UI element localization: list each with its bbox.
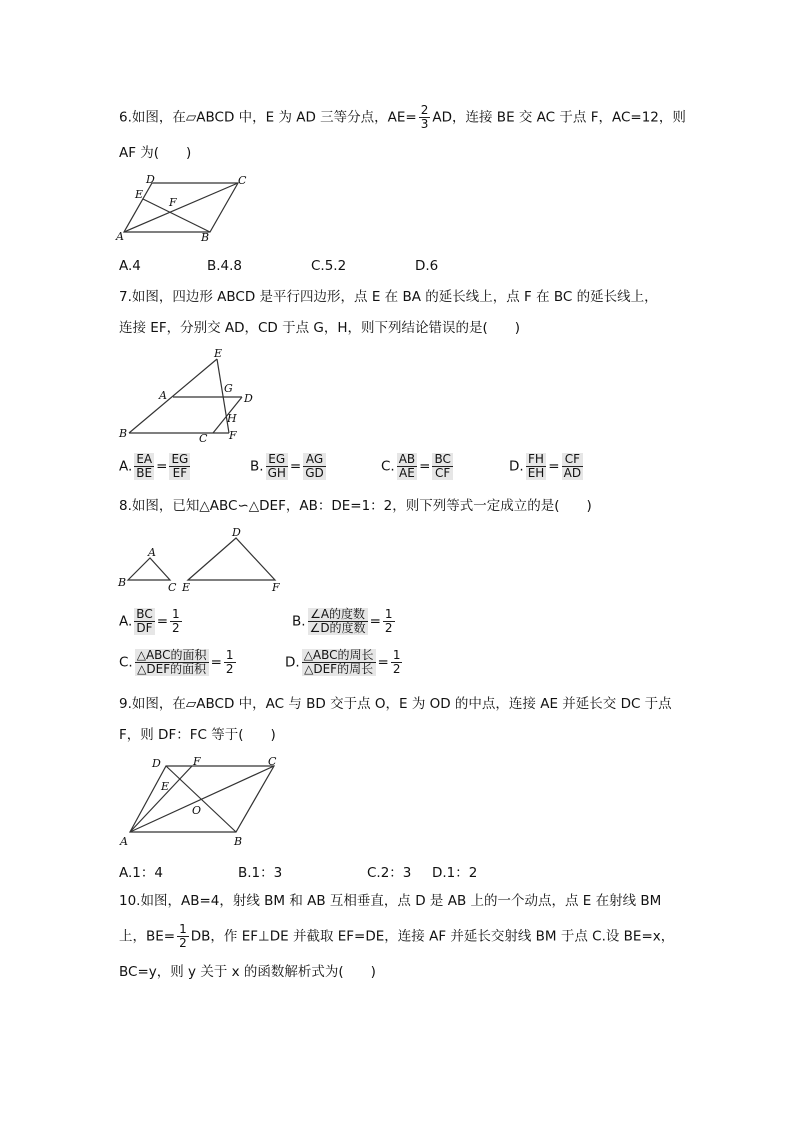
- q6-label-f: F: [169, 196, 177, 209]
- q6-line2: AF 为( ): [119, 145, 192, 161]
- q9-label-a: A: [120, 835, 128, 848]
- q7-c-frac-2: $\frac{BC}{CF}$: [434, 452, 451, 480]
- q9-line2: F，则 DF：FC 等于( ): [119, 727, 276, 743]
- q6-fraction: [419, 104, 431, 131]
- q6-label-e: E: [135, 188, 144, 201]
- q7-a-frac-1: $\frac{EA}{BE}$: [136, 452, 153, 480]
- q9-line1: 9.如图，在▱ABCD 中，AC 与 BD 交于点 O，E 为 OD 的中点，连接 AE 并延长交 DC 于点: [119, 696, 672, 712]
- q9-option-b: B.1：3: [238, 865, 283, 881]
- q7-figure: [114, 344, 264, 444]
- q8-triangle-abc: [128, 558, 170, 580]
- q7-option-c: C. $\frac{AB}{AE}$ = $\frac{BC}{CF}$: [381, 452, 451, 480]
- q6-text-b: AD，连接 BE 交 AC 于点 F，AC=12，则: [432, 109, 686, 126]
- q8-line1: 8.如图，已知△ABC∽△DEF，AB：DE=1：2，则下列等式一定成立的是( ): [119, 498, 592, 514]
- q10-line1: 10.如图，AB=4，射线 BM 和 AB 互相垂直，点 D 是 AB 上的一个动点，点 E 在射线 BM: [119, 893, 662, 909]
- q6-option-d: D.6: [415, 258, 439, 274]
- q8-label-f: F: [272, 581, 280, 594]
- q6-option-b: B.4.8: [207, 258, 243, 274]
- q7-a-frac-2: $\frac{EG}{EF}$: [171, 452, 189, 480]
- q9-option-d: D.1：2: [432, 865, 478, 881]
- q8-triangle-def: [188, 538, 275, 580]
- q7-d-frac-2: $\frac{CF}{AD}$: [563, 452, 582, 480]
- q7-line-be: [129, 359, 217, 433]
- q8-option-a: A. $\frac{BC}{DF}$ = $\frac{1}{2}$: [119, 607, 180, 635]
- q10-text-b: DB，作 EF⊥DE 并截取 EF=DE，连接 AF 并延长交射线 BM 于点 C.设 BE=x，: [190, 928, 675, 945]
- q9-label-e: E: [161, 780, 170, 793]
- q7-option-d: D. $\frac{FH}{EH}$ = $\frac{CF}{AD}$: [509, 452, 582, 480]
- q6-option-c: C.5.2: [311, 258, 347, 274]
- q7-label-c: C: [199, 432, 208, 444]
- q7-label-h: H: [227, 412, 237, 425]
- q6-option-a: A.4: [119, 258, 141, 274]
- q6-label-d: D: [146, 173, 155, 186]
- q6-figure: [114, 172, 259, 244]
- q7-line2: 连接 EF，分别交 AD，CD 于点 G，H，则下列结论错误的是( ): [119, 320, 521, 336]
- q8-c-frac: $\frac{\text{△ABC的面积}}{\text{△DEF的面积}}$: [136, 648, 207, 676]
- q6-label-a: A: [116, 230, 124, 243]
- q9-label-f: F: [193, 755, 201, 768]
- q6-text-a: 6.如图，在▱ABCD 中，E 为 AD 三等分点，AE=: [119, 109, 417, 126]
- q6-label-c: C: [238, 174, 247, 187]
- q8-label-b: B: [118, 576, 127, 589]
- q8-d-ratio: $\frac{1}{2}$: [392, 648, 401, 676]
- q8-a-frac: $\frac{BC}{DF}$: [136, 607, 153, 635]
- q9-label-o: O: [192, 804, 202, 817]
- q7-label-a: A: [159, 389, 167, 402]
- q7-label-g: G: [224, 382, 233, 395]
- q10-line3: BC=y，则 y 关于 x 的函数解析式为( ): [119, 964, 376, 980]
- q10-text-a: 上，BE=: [119, 928, 176, 945]
- q7-b-frac-1: $\frac{EG}{GH}$: [267, 452, 286, 480]
- q10-line2: [119, 923, 674, 950]
- q7-label-e: E: [214, 347, 223, 360]
- q10-frac-num: 1: [179, 922, 187, 936]
- q8-a-ratio: $\frac{1}{2}$: [172, 607, 180, 635]
- q6-frac-num: 2: [420, 103, 429, 117]
- q6-frac-den: 3: [420, 117, 429, 131]
- q6-line1: [119, 104, 686, 131]
- q8-b-frac: $\frac{\text{∠A的度数}}{\text{∠D的度数}}$: [309, 607, 366, 635]
- q9-label-d: D: [152, 757, 161, 770]
- q9-diagonal-ac: [130, 766, 274, 832]
- q6-label-b: B: [201, 231, 210, 244]
- q9-option-c: C.2：3: [367, 865, 412, 881]
- q10-fraction: [177, 923, 189, 950]
- q8-label-e: E: [182, 581, 191, 594]
- q8-d-frac: $\frac{\text{△ABC的周长}}{\text{△DEF的周长}}$: [303, 648, 374, 676]
- q10-frac-den: 2: [179, 936, 187, 950]
- q8-label-c: C: [168, 581, 177, 594]
- q8-option-d: D. $\frac{\text{△ABC的周长}}{\text{△DEF的周长}}$ = $\frac{1}{2}$: [285, 648, 401, 676]
- q9-figure: [114, 752, 289, 850]
- q7-option-a: A. $\frac{EA}{BE}$ = $\frac{EG}{EF}$: [119, 452, 189, 480]
- q7-label-f: F: [229, 429, 237, 442]
- q7-label-d: D: [244, 392, 253, 405]
- q8-option-b: B. $\frac{\text{∠A的度数}}{\text{∠D的度数}}$ = $\frac{1}{2}$: [292, 607, 393, 635]
- q8-figure: [114, 525, 289, 595]
- q7-option-b: B. $\frac{EG}{GH}$ = $\frac{AG}{GD}$: [250, 452, 324, 480]
- q8-label-a: A: [148, 546, 156, 559]
- q7-d-frac-1: $\frac{FH}{EH}$: [527, 452, 545, 480]
- q7-line1: 7.如图，四边形 ABCD 是平行四边形，点 E 在 BA 的延长线上，点 F 在 BC 的延长线上，: [119, 289, 658, 305]
- q8-option-c: C. $\frac{\text{△ABC的面积}}{\text{△DEF的面积}}$ = $\frac{1}{2}$: [119, 648, 234, 676]
- q7-b-frac-2: $\frac{AG}{GD}$: [305, 452, 324, 480]
- q8-label-d: D: [232, 526, 241, 539]
- q9-label-b: B: [234, 835, 243, 848]
- q9-option-a: A.1：4: [119, 865, 163, 881]
- q7-c-frac-1: $\frac{AB}{AE}$: [398, 452, 416, 480]
- q8-c-ratio: $\frac{1}{2}$: [225, 648, 234, 676]
- q7-label-b: B: [119, 427, 128, 440]
- q9-diagonal-bd: [166, 766, 236, 832]
- q8-b-ratio: $\frac{1}{2}$: [384, 607, 393, 635]
- q9-label-c: C: [268, 755, 277, 768]
